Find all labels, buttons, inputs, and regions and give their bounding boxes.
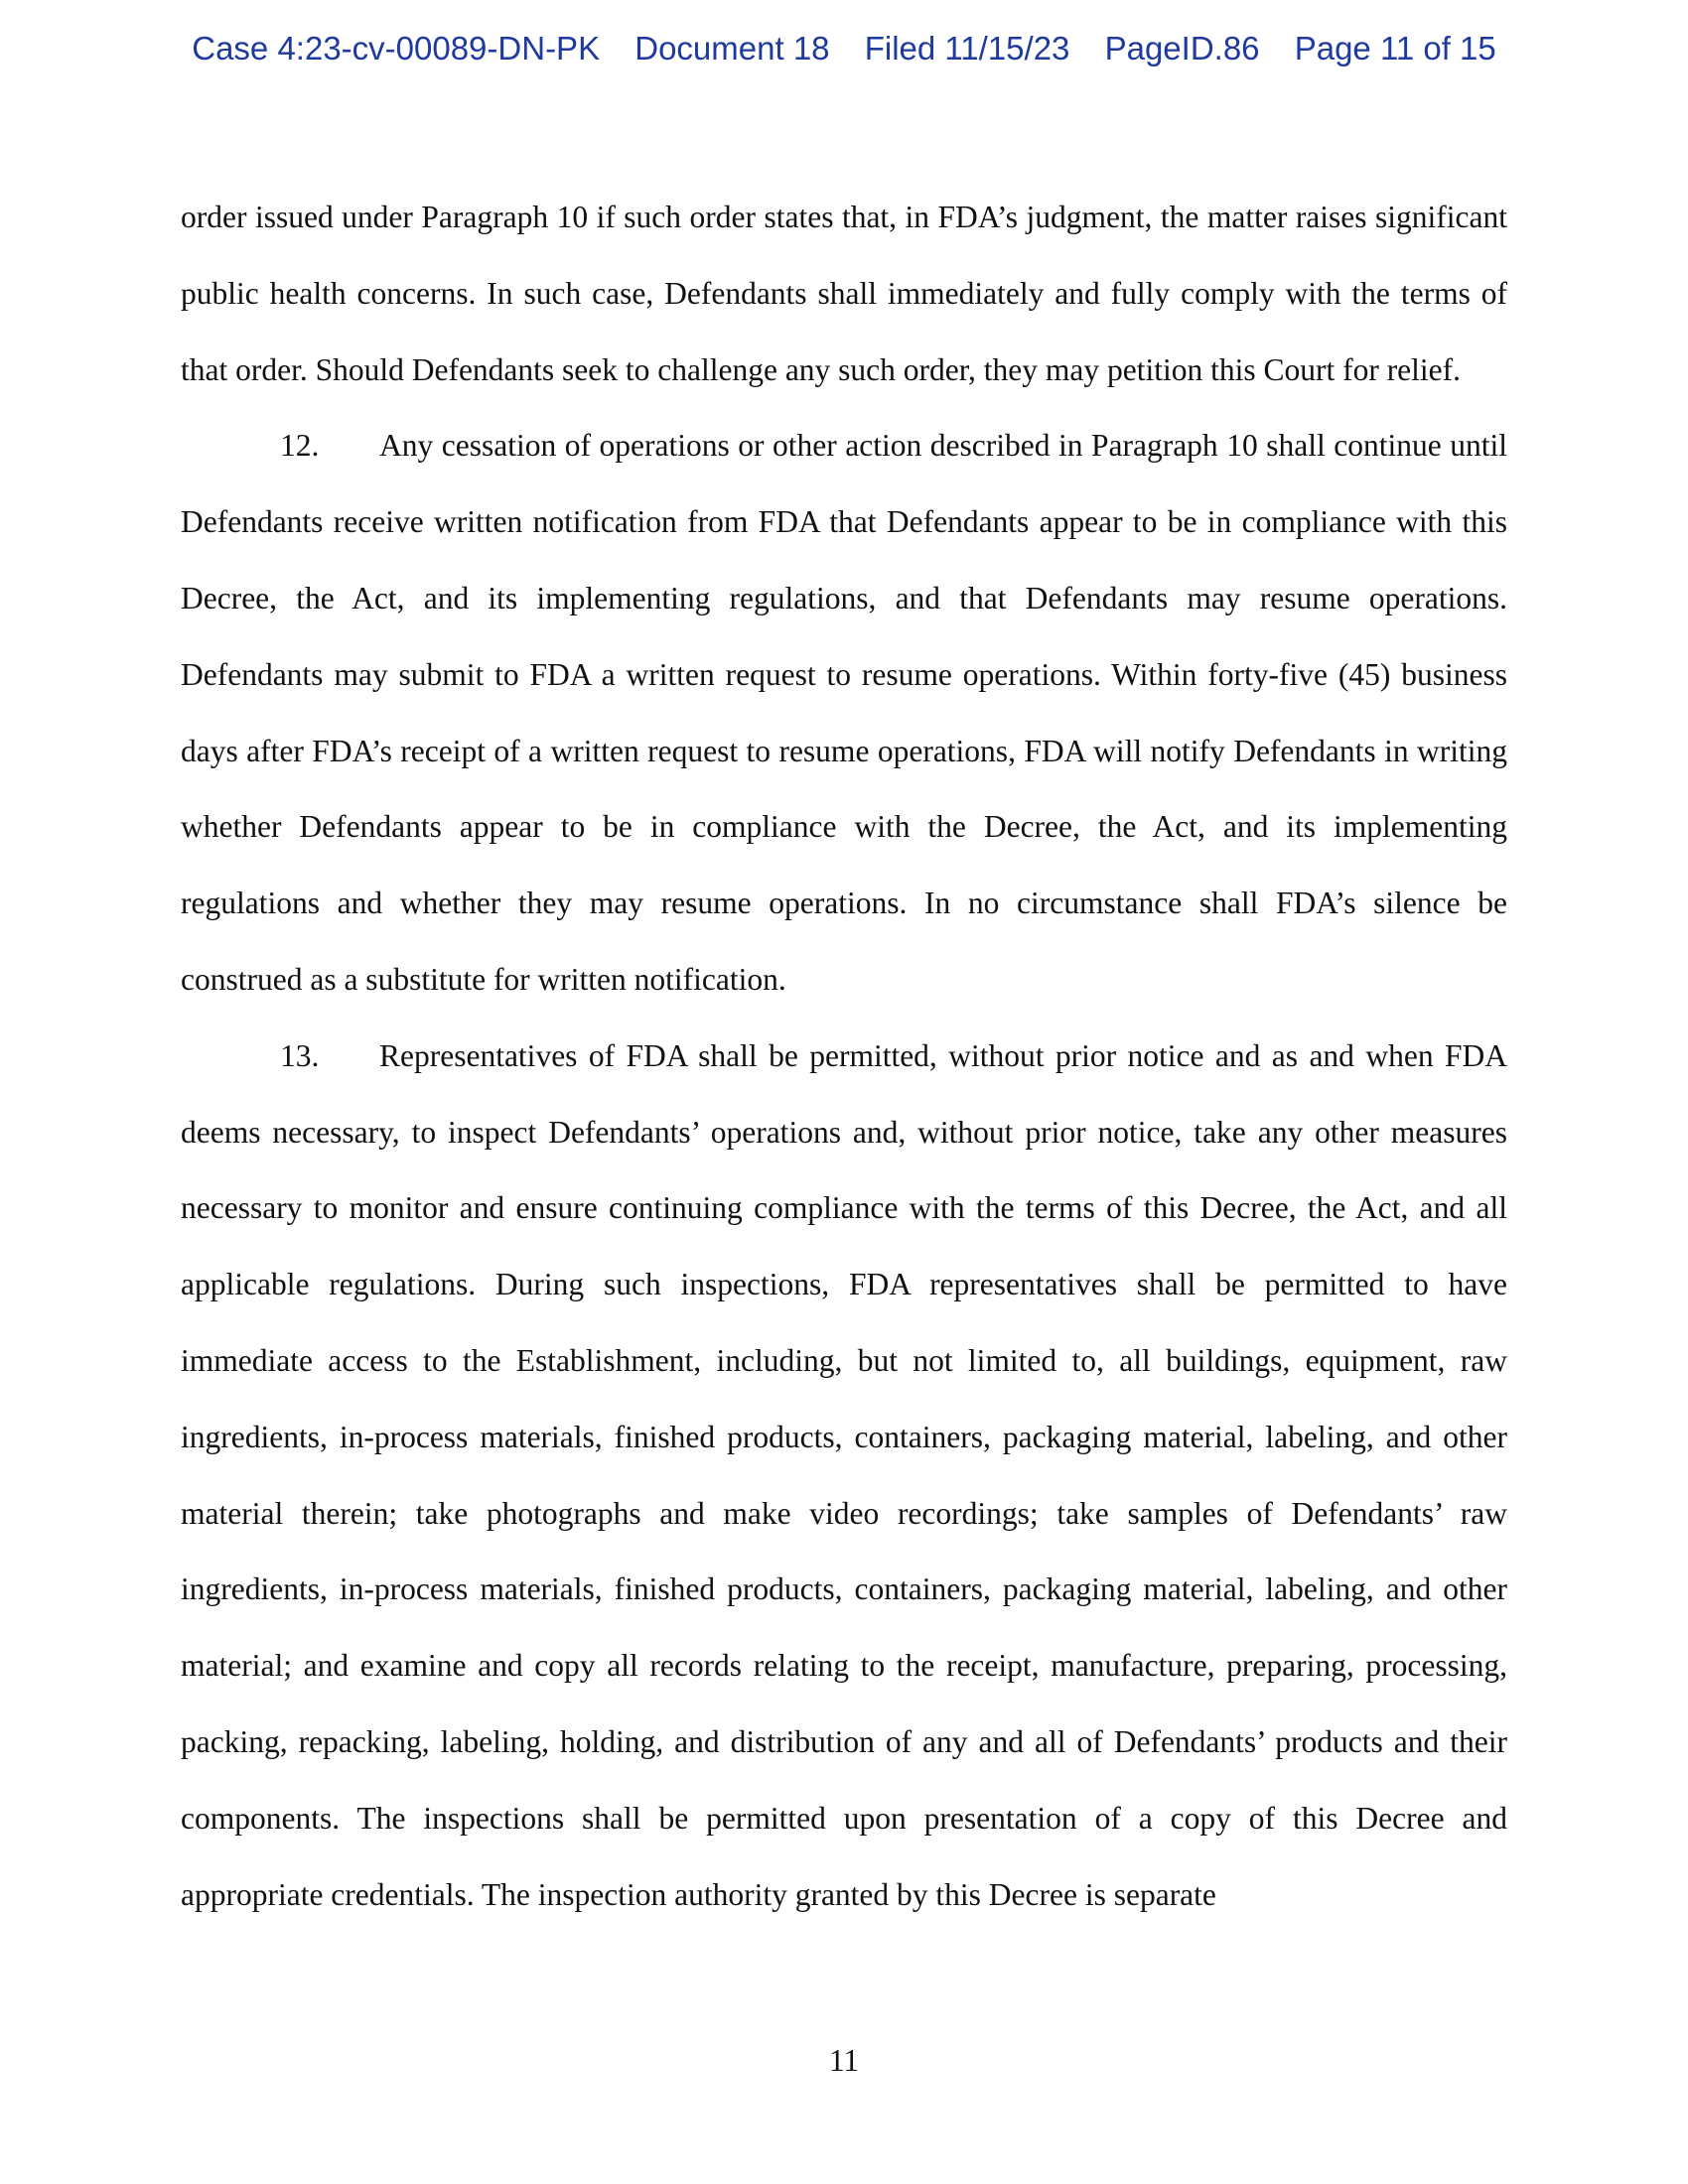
paragraph-number: 12. — [280, 428, 320, 464]
page-id: PageID.86 — [1104, 30, 1260, 67]
case-number: Case 4:23-cv-00089-DN-PK — [192, 30, 601, 67]
paragraph-continuation — [181, 180, 1507, 408]
paragraph-12 — [181, 408, 1507, 1018]
paragraph-number: 13. — [280, 1037, 320, 1073]
paragraph-13 — [181, 1019, 1507, 1934]
document-body — [181, 180, 1507, 1933]
document-number: Document 18 — [634, 30, 830, 67]
filed-date: Filed 11/15/23 — [864, 30, 1070, 67]
paragraph-text: Representatives of FDA shall be permitted, without prior notice and as and when FDA deems necessary, to inspect Defendants’ operations and, without prior notice, take any other measures necessary to monitor and ensure continuing compliance with the terms of this Decree, the Act, and all applicable regulations. During such inspections, FDA representatives shall be permitted to have immediate access to the Establishment, including, but not limited to, all buildings, equipment, raw ingredients, in-process materials, finished products, containers, packaging material, labeling, and other material therein; take photographs and make video recordings; take samples of Defendants’ raw ingredients, in-process materials, finished products, containers, packaging material, labeling, and other material; and examine and copy all records relating to the receipt, manufacture, preparing, processing, packing, repacking, labeling, holding, and distribution of any and all of Defendants’ products and their components. The inspections shall be permitted upon presentation of a copy of this Decree and appropriate credentials. The inspection authority granted by this Decree is separate — [181, 1037, 1507, 1912]
paragraph-text: Any cessation of operations or other action described in Paragraph 10 shall continue until Defendants receive written notification from FDA that Defendants appear to be in compliance with this Decree, the Act, and its implementing regulations, and that Defendants may resume operations. Defendants may submit to FDA a written request to resume operations. Within forty-five (45) business days after FDA’s receipt of a written request to resume operations, FDA will notify Defendants in writing whether Defendants appear to be in compliance with the Decree, the Act, and its implementing regulations and whether they may resume operations. In no circumstance shall FDA’s silence be construed as a substitute for written notification. — [181, 428, 1507, 997]
page-count: Page 11 of 15 — [1294, 30, 1496, 67]
paragraph-text: order issued under Paragraph 10 if such order states that, in FDA’s judgment, the matter raises significant public health concerns. In such case, Defendants shall immediately and fully comply with the terms of that order. Should Defendants seek to challenge any such order, they may petition this Court for relief. — [181, 200, 1507, 387]
page-number: 11 — [828, 2043, 860, 2078]
case-header — [0, 30, 1688, 68]
